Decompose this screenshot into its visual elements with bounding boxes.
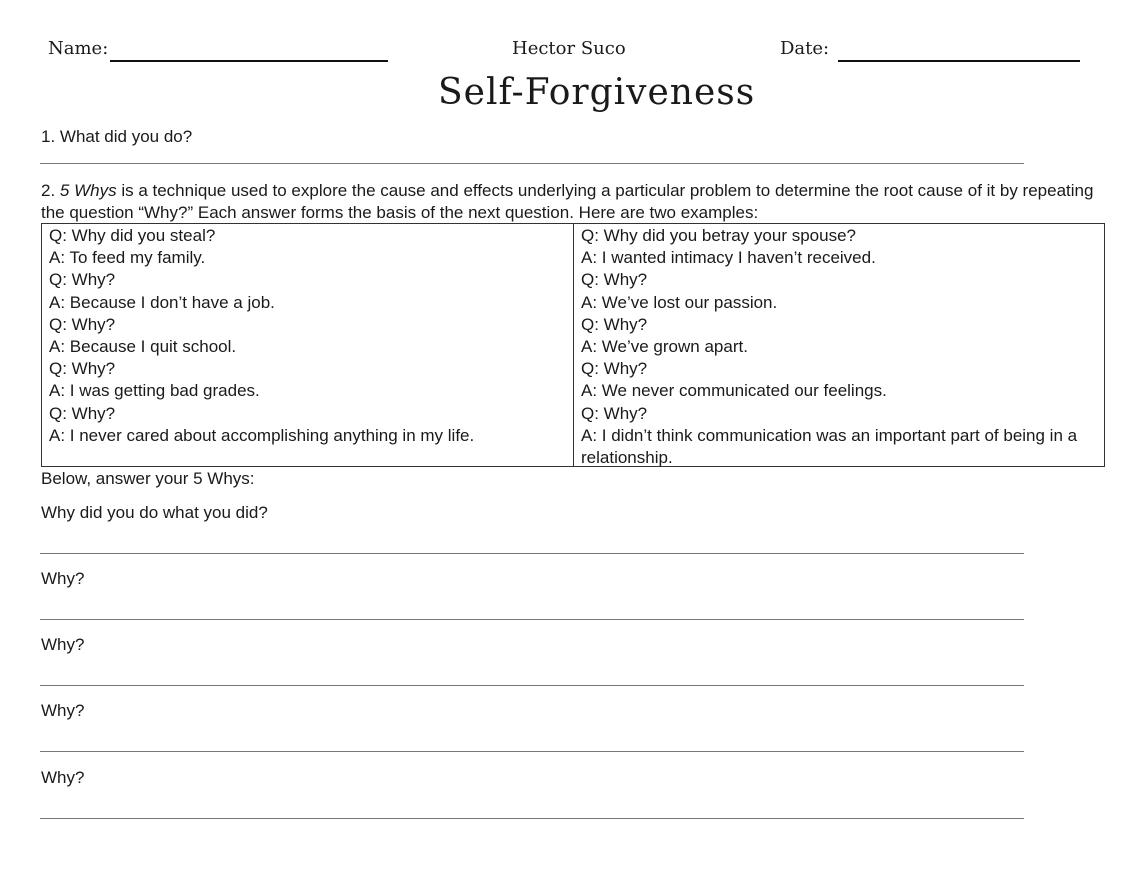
question-1: 1. What did you do? [41,127,193,146]
why-prompt: Why? [41,569,85,588]
example-line: Q: Why? [581,403,648,423]
author-name: Hector Suco [512,38,626,59]
example-line: A: We’ve lost our passion. [581,292,778,312]
date-label: Date: [780,38,830,59]
example-line: Q: Why did you steal? [49,226,216,245]
example-line: A: To feed my family. [49,248,206,268]
question-2-number: 2. [41,181,60,200]
date-field[interactable] [838,60,1080,62]
name-field[interactable] [110,60,388,62]
answer-line-q1[interactable] [40,163,1024,164]
answer-line[interactable] [40,685,1024,686]
example-line: A: I didn’t think communication was an important part of being in a relationship. [581,425,1078,468]
question-2-text [41,180,1111,224]
example-line: Q: Why? [49,403,116,423]
why-prompt: Why did you do what you did? [41,503,268,522]
example-line: Q: Why? [581,270,648,290]
answer-line[interactable] [40,751,1024,752]
example-line: Q: Why? [581,314,648,334]
example-line: Q: Why? [49,270,116,290]
example-line: Q: Why did you betray your spouse? [581,226,856,245]
example-line: A: Because I don’t have a job. [49,292,275,312]
why-prompt: Why? [41,768,85,787]
answer-intro: Below, answer your 5 Whys: [41,469,255,488]
answer-line[interactable] [40,553,1024,554]
examples-box [41,223,1105,467]
example-right-column [574,224,1104,466]
example-line: A: Because I quit school. [49,337,237,357]
question-2-body: is a technique used to explore the cause and effects underlying a particular problem to determine the root cause of it by repeating the question “Why?” Each answer forms the basis of the next question. Here are two examples: [41,181,1094,222]
example-left-column [42,224,574,466]
example-line: Q: Why? [49,314,116,334]
example-line: Q: Why? [581,359,648,379]
answer-line[interactable] [40,619,1024,620]
example-line: A: We never communicated our feelings. [581,381,887,401]
why-prompt: Why? [41,701,85,720]
page-title: Self-Forgiveness [438,72,756,113]
example-line: A: I wanted intimacy I haven’t received. [581,248,876,268]
example-line: A: I never cared about accomplishing anything in my life. [49,425,475,445]
answer-line[interactable] [40,818,1024,819]
why-prompt: Why? [41,635,85,654]
five-whys-term: 5 Whys [59,181,117,200]
example-line: A: I was getting bad grades. [49,381,260,401]
example-line: Q: Why? [49,359,116,379]
name-label: Name: [48,38,109,59]
example-line: A: We’ve grown apart. [581,337,748,357]
